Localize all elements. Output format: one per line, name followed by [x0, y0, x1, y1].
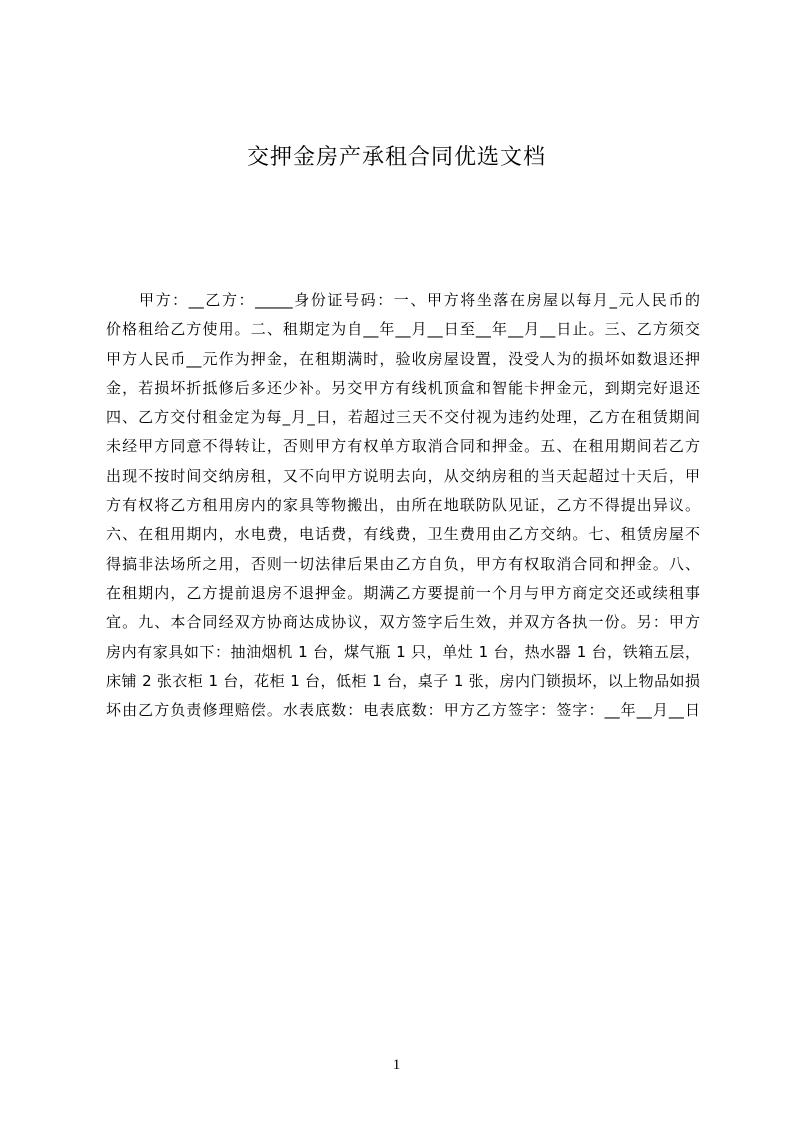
body-line: 床铺 2 张衣柜 1 台，花柜 1 台，低柜 1 台，桌子 1 张，房内门锁损坏，以上物品如损	[106, 671, 700, 690]
document-title: 交押金房产承租合同优选文档	[246, 145, 546, 170]
page-number: 1	[392, 1057, 401, 1073]
body-line: 方有权将乙方租用房内的家具等物搬出，由所在地联防队见证，乙方不得提出异议。	[106, 496, 700, 515]
body-line: 甲方：__乙方：_____身份证号码：一、甲方将坐落在房屋以每月_元人民币的	[139, 291, 700, 309]
body-line: 金，若损坏折抵修后多还少补。另交甲方有线机顶盒和智能卡押金元，到期完好退还	[106, 378, 700, 397]
body-line: 在租期内，乙方提前退房不退押金。期满乙方要提前一个月与甲方商定交还或续租事	[106, 583, 700, 602]
body-line: 未经甲方同意不得转让，否则甲方有权单方取消合同和押金。五、在租用期间若乙方	[106, 437, 700, 456]
body-line: 得搞非法场所之用，否则一切法律后果由乙方自负，甲方有权取消合同和押金。八、	[106, 554, 700, 573]
body-line: 甲方人民币__元作为押金，在租期满时，验收房屋设置，没受人为的损坏如数退还押	[106, 349, 700, 368]
body-line: 宜。九、本合同经双方协商达成协议，双方签字后生效，并双方各执一份。另：甲方	[106, 613, 700, 632]
body-line: 房内有家具如下：抽油烟机 1 台，煤气瓶 1 只，单灶 1 台，热水器 1 台，铁箱五层，	[106, 642, 700, 661]
contract-body	[106, 286, 700, 725]
body-line: 六、在租用期内，水电费，电话费，有线费，卫生费用由乙方交纳。七、租赁房屋不	[106, 525, 700, 544]
body-line: 出现不按时间交纳房租，又不向甲方说明去向，从交纳房租的当天起超过十天后，甲	[106, 466, 700, 485]
body-line: 价格租给乙方使用。二、租期定为自__年__月__日至__年__月__日止。三、乙方须交	[106, 320, 700, 339]
body-line: 坏由乙方负责修理赔偿。水表底数：电表底数：甲方乙方签字：签字：__年__月__日	[106, 701, 700, 720]
body-line: 四、乙方交付租金定为每_月_日，若超过三天不交付视为违约处理，乙方在租赁期间	[106, 408, 700, 427]
